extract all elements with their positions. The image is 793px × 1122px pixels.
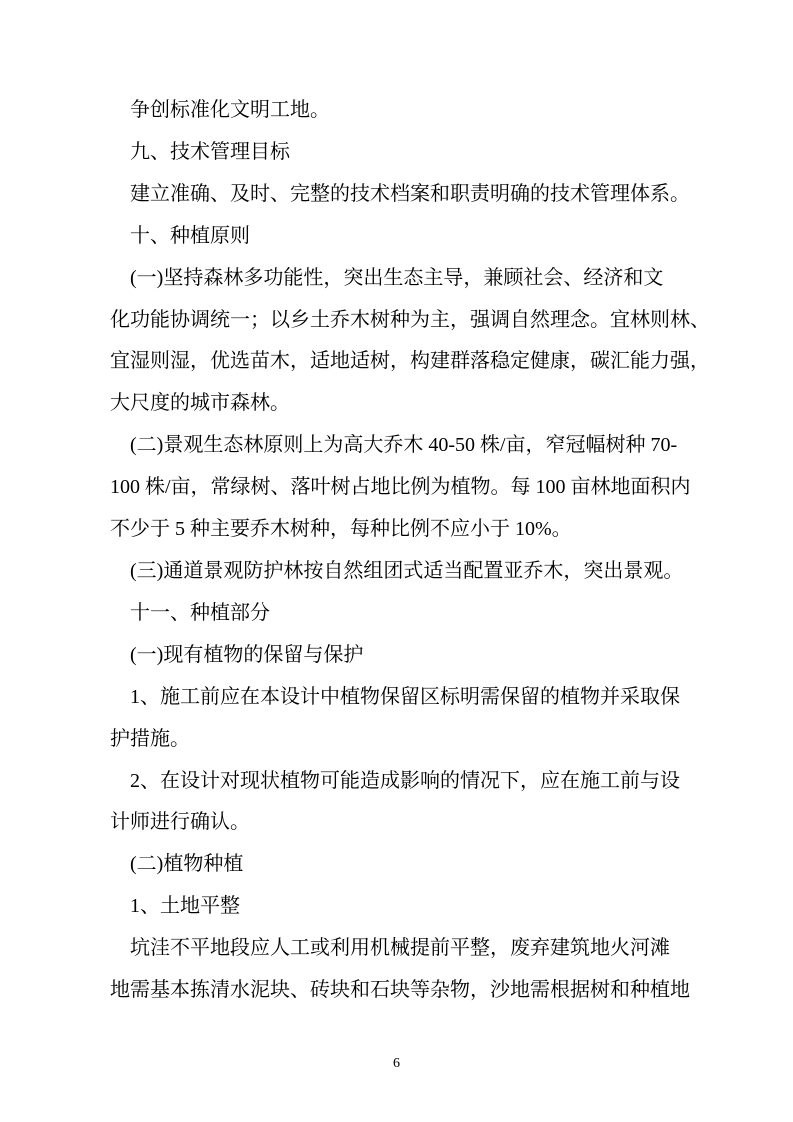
paragraph [110,928,710,1012]
text-line: 化功能协调统一；以乡土乔木树种为主，强调自然理念。宜林则林、 [110,308,710,331]
text-line: (二)景观生态林原则上为高大乔木 40-50 株/亩，窄冠幅树种 70- [130,434,678,457]
paragraph [110,90,710,132]
paragraph-heading [110,132,710,174]
paragraph [110,425,710,551]
text-line: 十一、种植部分 [130,601,270,624]
paragraph [110,174,710,216]
text-line: 坑洼不平地段应人工或利用机械提前平整，废弃建筑地火河滩 [130,937,670,960]
document-body [110,90,710,1012]
text-line: 不少于 5 种主要乔木树种，每种比例不应小于 10%。 [110,518,572,541]
text-line: 计师进行确认。 [110,811,250,834]
text-line: 九、技术管理目标 [130,140,290,163]
text-line: 宜湿则湿，优选苗木，适地适树，构建群落稳定健康，碳汇能力强， [110,350,710,373]
text-line: 2、在设计对现状植物可能造成影响的情况下，应在施工前与设 [130,769,680,792]
text-line: 大尺度的城市森林。 [110,392,290,415]
paragraph-heading [110,593,710,635]
paragraph-heading [110,216,710,258]
paragraph-heading [110,886,710,928]
text-line: (三)通道景观防护林按自然组团式适当配置亚乔木，突出景观。 [130,559,684,582]
text-line: (一)坚持森林多功能性，突出生态主导，兼顾社会、经济和文 [130,266,664,289]
page-number: 6 [393,1056,400,1071]
text-line: 建立准确、及时、完整的技术档案和职责明确的技术管理体系。 [130,182,690,205]
paragraph [110,258,710,426]
paragraph-heading [110,635,710,677]
text-line: 1、土地平整 [130,895,240,918]
paragraph [110,761,710,845]
text-line: 争创标准化文明工地。 [130,99,330,121]
text-line: 地需基本拣清水泥块、砖块和石块等杂物，沙地需根据树和种植地 [110,979,690,1002]
paragraph [110,677,710,761]
paragraph [110,551,710,593]
text-line: 十、种植原则 [130,224,250,247]
text-line: (一)现有植物的保留与保护 [130,643,364,666]
text-line: (二)植物种植 [130,853,244,876]
text-line: 护措施。 [110,727,190,750]
text-line: 100 株/亩，常绿树、落叶树占地比例为植物。每 100 亩林地面积内 [110,476,691,499]
paragraph-heading [110,844,710,886]
text-line: 1、施工前应在本设计中植物保留区标明需保留的植物并采取保 [130,685,680,708]
